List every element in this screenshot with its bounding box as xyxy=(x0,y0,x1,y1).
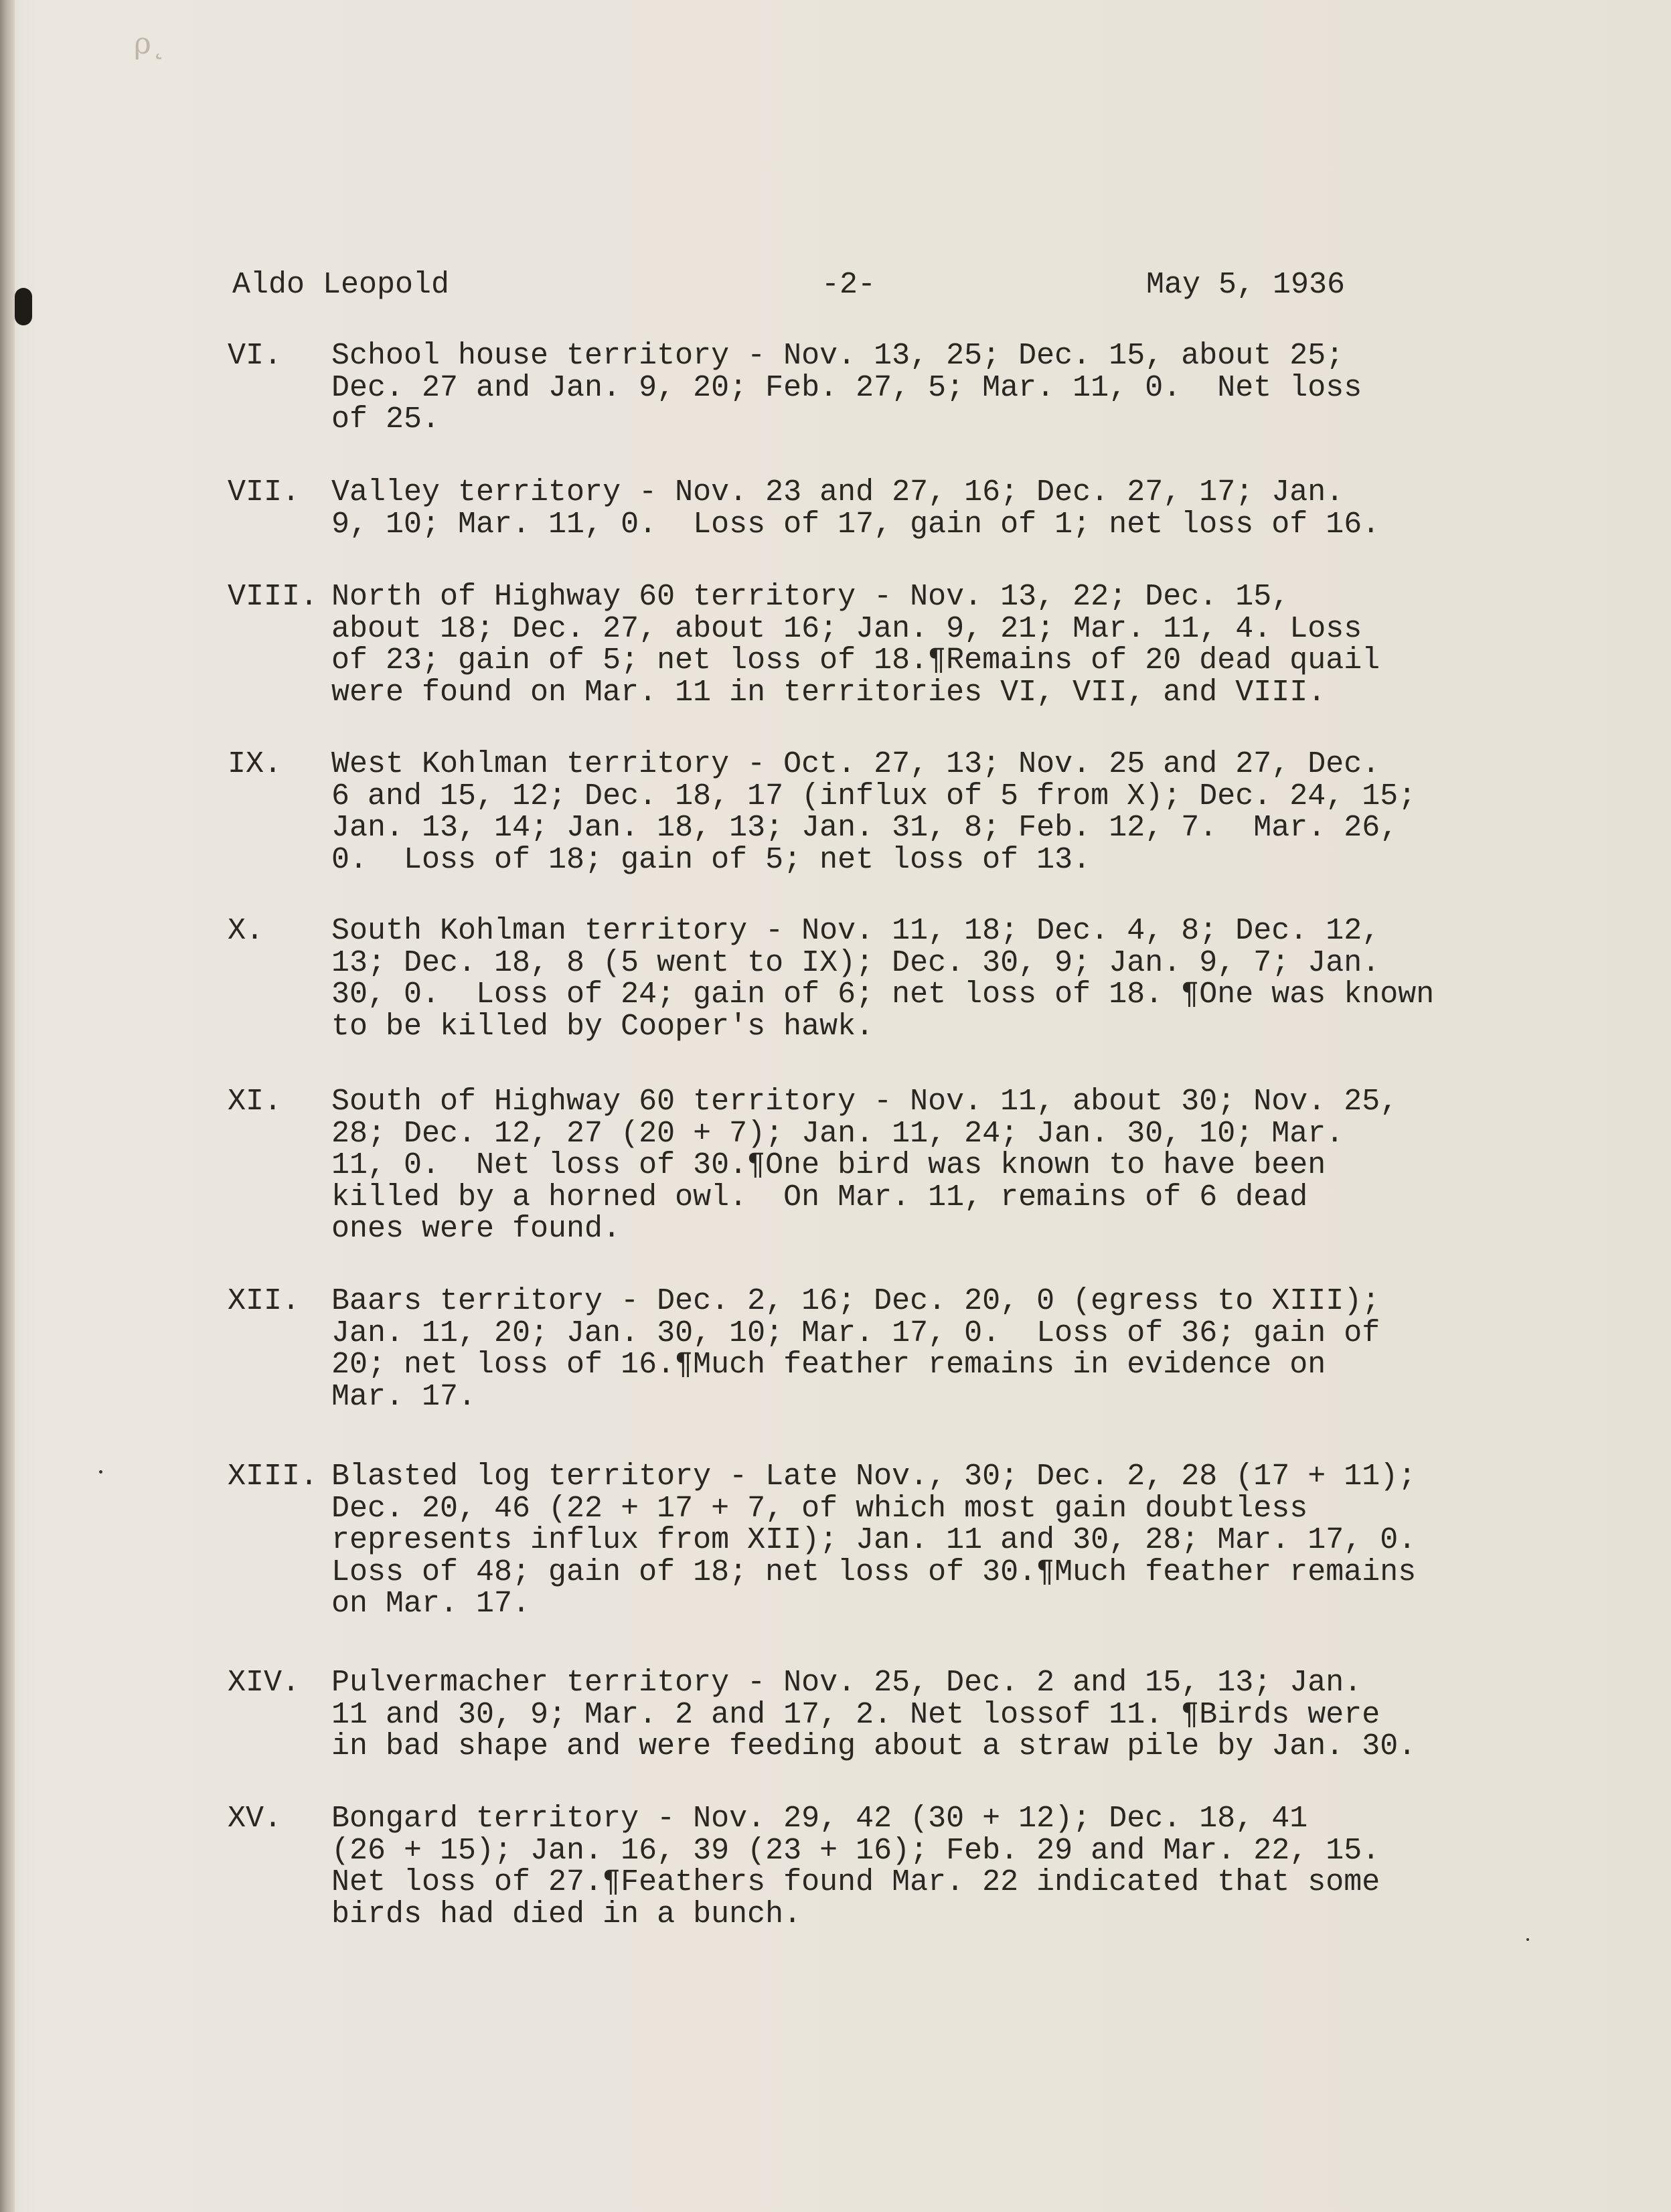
territory-entry-xiv xyxy=(228,1667,1593,1763)
territory-entry-xv xyxy=(228,1803,1593,1930)
entry-numeral: X. xyxy=(228,914,264,948)
entry-numeral: XI. xyxy=(228,1085,283,1119)
header-author: Aldo Leopold xyxy=(232,268,450,302)
territory-entry-xii xyxy=(228,1285,1593,1413)
entry-text: School house territory - Nov. 13, 25; Dec. 15, about 25; Dec. 27 and Jan. 9, 20; Feb. 27, 5; Mar. 11, 0. Net loss of 25. xyxy=(331,339,1362,437)
letter-header xyxy=(232,268,1370,315)
entry-numeral: XIV. xyxy=(228,1666,301,1700)
territory-entry-x xyxy=(228,915,1593,1042)
territory-entry-vii xyxy=(228,477,1593,540)
entry-text: Blasted log territory - Late Nov., 30; Dec. 2, 28 (17 + 11); Dec. 20, 46 (22 + 17 + 7, of which most gain doubtless represents influx from XII); Jan. 11 and 30, 28; Mar. 17, 0. Loss of 48; gain of 18; net loss of 30.¶Much feather remains on Mar. 17. xyxy=(331,1459,1417,1621)
entry-text: Bongard territory - Nov. 29, 42 (30 + 12); Dec. 18, 41 (26 + 15); Jan. 16, 39 (23 + 16); Feb. 29 and Mar. 22, 15. Net loss of 27.¶Feathers found Mar. 22 indicated that some birds had died in a bunch. xyxy=(331,1802,1380,1931)
binding-edge xyxy=(0,0,15,2212)
entry-text: South Kohlman territory - Nov. 11, 18; Dec. 4, 8; Dec. 12, 13; Dec. 18, 8 (5 went to IX); Dec. 30, 9; Jan. 9, 7; Jan. 30, 0. Loss of 24; gain of 6; net loss of 18. ¶One was known to be killed by Cooper's hawk. xyxy=(331,914,1435,1044)
pencil-mark-icon: ρ˛ xyxy=(134,27,166,61)
entry-text: Baars territory - Dec. 2, 16; Dec. 20, 0 (egress to XIII); Jan. 11, 20; Jan. 30, 10; Mar. 17, 0. Loss of 36; gain of 20; net loss of 16.¶Much feather remains in evidence on Mar. 17. xyxy=(331,1284,1380,1414)
entry-text: North of Highway 60 territory - Nov. 13, 22; Dec. 15, about 18; Dec. 27, about 16; Jan. 9, 21; Mar. 11, 4. Loss of 23; gain of 5; net loss of 18.¶Remains of 20 dead quail were found on Mar. 11 in territories VI, VII, and VIII. xyxy=(331,580,1380,710)
header-date: May 5, 1936 xyxy=(1146,268,1346,302)
ink-speck-icon xyxy=(99,1470,102,1474)
entry-numeral: VII. xyxy=(228,475,301,509)
entry-text: South of Highway 60 territory - Nov. 11, about 30; Nov. 25, 28; Dec. 12, 27 (20 + 7); Jan. 11, 24; Jan. 30, 10; Mar. 11, 0. Net loss of 30.¶One bird was known to have been killed by a horned owl. On Mar. 11, remains of 6 dead ones were found. xyxy=(331,1085,1399,1246)
entry-numeral: XIII. xyxy=(228,1459,319,1494)
punch-hole xyxy=(15,288,32,325)
entry-numeral: VIII. xyxy=(228,580,319,614)
entry-text: Valley territory - Nov. 23 and 27, 16; Dec. 27, 17; Jan. 9, 10; Mar. 11, 0. Loss of 17, gain of 1; net loss of 16. xyxy=(331,475,1380,542)
entry-numeral: XII. xyxy=(228,1284,301,1318)
entry-text: West Kohlman territory - Oct. 27, 13; Nov. 25 and 27, Dec. 6 and 15, 12; Dec. 18, 17 (influx of 5 from X); Dec. 24, 15; Jan. 13, 14; Jan. 18, 13; Jan. 31, 8; Feb. 12, 7. Mar. 26, 0. Loss of 18; gain of 5; net loss of 13. xyxy=(331,747,1417,877)
header-page-number: -2- xyxy=(821,268,876,302)
entry-numeral: VI. xyxy=(228,339,283,373)
territory-entry-xiii xyxy=(228,1461,1593,1620)
entry-text: Pulvermacher territory - Nov. 25, Dec. 2 and 15, 13; Jan. 11 and 30, 9; Mar. 2 and 17, 2. Net lossof 11. ¶Birds were in bad shape and were feeding about a straw pile by Jan. 30. xyxy=(331,1666,1417,1763)
territory-entry-ix xyxy=(228,748,1593,876)
territory-entry-vi xyxy=(228,340,1593,436)
entry-numeral: XV. xyxy=(228,1802,283,1836)
ink-speck-icon xyxy=(1526,1938,1529,1941)
entry-numeral: IX. xyxy=(228,747,283,781)
territory-entry-xi xyxy=(228,1086,1593,1245)
territory-entry-viii xyxy=(228,581,1593,708)
